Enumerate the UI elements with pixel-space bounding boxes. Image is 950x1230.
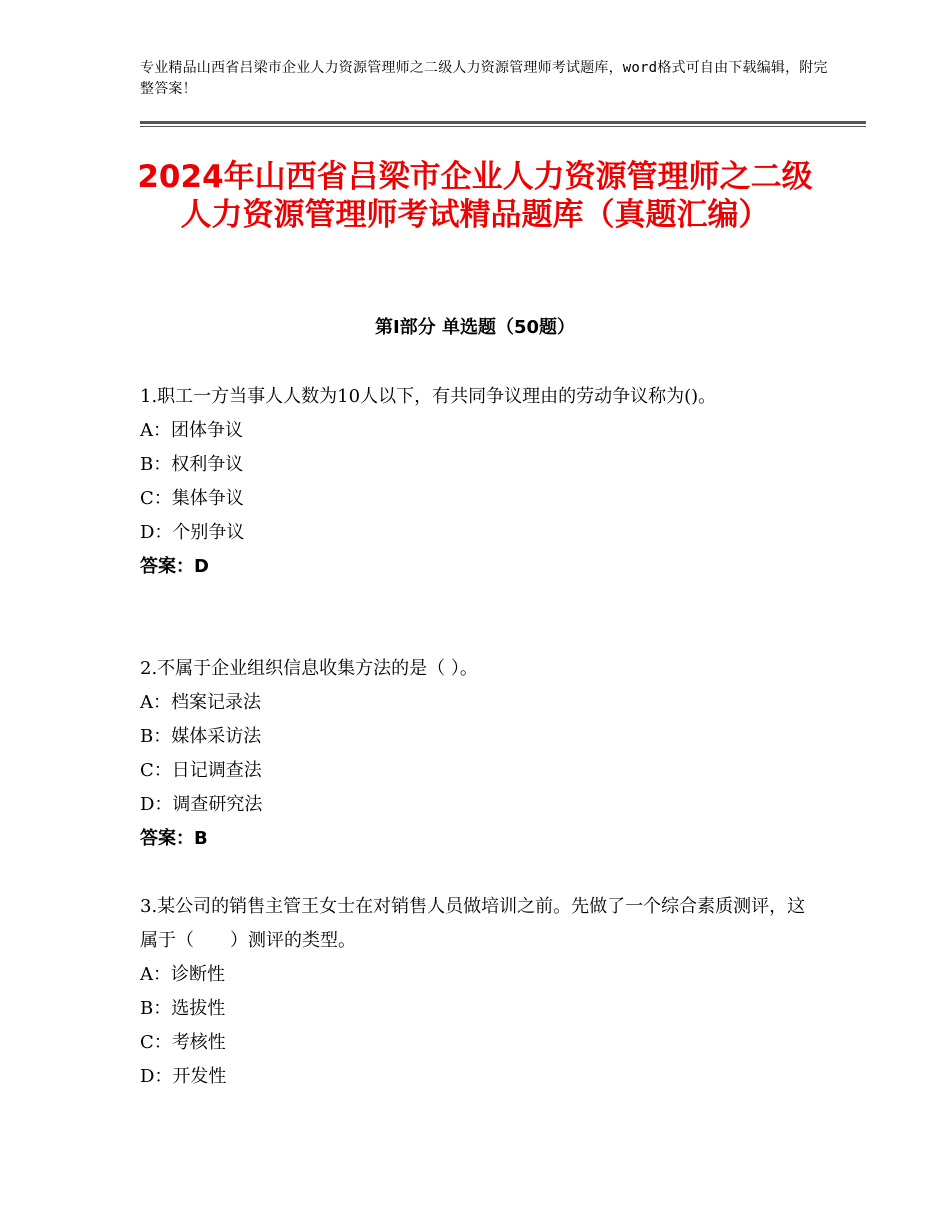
option-d: D：调查研究法 [140, 794, 263, 815]
option-c: C：日记调查法 [140, 760, 262, 781]
question-1 [140, 380, 810, 584]
option-d: D：开发性 [140, 1066, 227, 1087]
header-note: 专业精品山西省吕梁市企业人力资源管理师之二级人力资源管理师考试题库，word格式可自由下载编辑，附完整答案！ [140, 60, 828, 97]
question-stem: 3.某公司的销售主管王女士在对销售人员做培训之前。先做了一个综合素质测评，这属于（ ）测评的类型。 [140, 896, 806, 951]
section-heading: 第Ⅰ部分 单选题（50题） [374, 317, 575, 338]
question-3 [140, 890, 810, 1094]
option-c: C：考核性 [140, 1032, 226, 1053]
answer: 答案：D [140, 556, 209, 577]
question-stem: 2.不属于企业组织信息收集方法的是（ ）。 [140, 658, 478, 679]
option-b: B：媒体采访法 [140, 726, 262, 747]
option-b: B：权利争议 [140, 454, 244, 475]
question-stem: 1.职工一方当事人人数为10人以下，有共同争议理由的劳动争议称为()。 [140, 386, 717, 407]
answer: 答案：B [140, 828, 208, 849]
option-b: B：选拔性 [140, 998, 226, 1019]
header-rule-thin [140, 126, 866, 127]
option-d: D：个别争议 [140, 522, 245, 543]
header-rule-thick [140, 121, 866, 124]
question-2 [140, 652, 810, 856]
document-title: 2024年山西省吕梁市企业人力资源管理师之二级人力资源管理师考试精品题库（真题汇编） [137, 159, 813, 233]
option-a: A：团体争议 [140, 420, 243, 441]
option-c: C：集体争议 [140, 488, 244, 509]
option-a: A：诊断性 [140, 964, 225, 985]
option-a: A：档案记录法 [140, 692, 261, 713]
